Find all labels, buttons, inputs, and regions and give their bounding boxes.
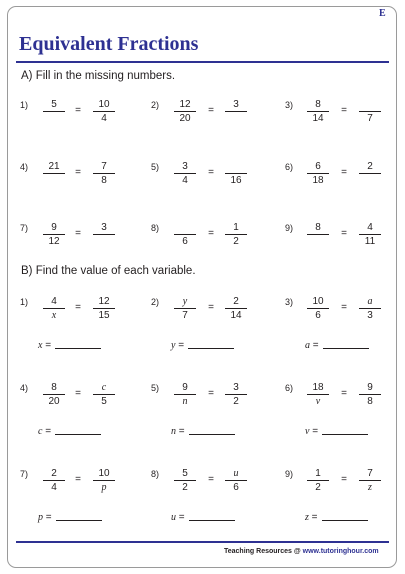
variable-label: a bbox=[305, 340, 310, 351]
right-fraction bbox=[91, 98, 117, 125]
answer-row bbox=[305, 426, 368, 438]
answer-blank[interactable] bbox=[56, 520, 102, 521]
footer-divider bbox=[16, 541, 389, 543]
problem-number: 4) bbox=[20, 162, 29, 172]
denominator: v bbox=[315, 396, 321, 407]
footer-label: Teaching Resources @ bbox=[224, 548, 303, 555]
answer-blank[interactable] bbox=[189, 434, 235, 435]
numerator: y bbox=[182, 296, 188, 307]
problem-number: 1) bbox=[20, 297, 29, 307]
footer-url: www.tutoringhour.com bbox=[302, 548, 379, 555]
numerator: 1 bbox=[233, 222, 239, 233]
denominator: 2 bbox=[182, 482, 188, 493]
right-fraction bbox=[91, 221, 117, 248]
equals-sign: = bbox=[341, 228, 347, 239]
answer-equals: = bbox=[176, 426, 185, 437]
answer-equals: = bbox=[42, 340, 52, 351]
numerator: 5 bbox=[51, 99, 57, 110]
numerator: 21 bbox=[48, 161, 60, 172]
right-fraction bbox=[223, 381, 249, 408]
problem-number: 7) bbox=[20, 223, 29, 233]
variable-label: x bbox=[38, 340, 43, 351]
right-fraction bbox=[91, 381, 117, 408]
numerator bbox=[223, 160, 249, 173]
answer-blank[interactable] bbox=[322, 520, 368, 521]
denominator bbox=[41, 174, 67, 187]
numerator: 3 bbox=[101, 222, 107, 233]
answer-equals: = bbox=[176, 512, 185, 523]
denominator: 8 bbox=[367, 396, 373, 407]
numerator: 8 bbox=[51, 382, 57, 393]
variable-label: u bbox=[171, 512, 176, 523]
page-title: Equivalent Fractions bbox=[19, 33, 199, 55]
left-fraction bbox=[41, 381, 67, 408]
problem-number: 2) bbox=[151, 100, 160, 110]
denominator: n bbox=[182, 396, 188, 407]
denominator: 15 bbox=[98, 310, 110, 321]
left-fraction bbox=[41, 221, 67, 248]
right-fraction bbox=[91, 467, 117, 494]
left-fraction bbox=[172, 381, 198, 408]
numerator: 2 bbox=[367, 161, 373, 172]
numerator: 5 bbox=[182, 468, 188, 479]
answer-blank[interactable] bbox=[188, 348, 234, 349]
equals-sign: = bbox=[208, 228, 214, 239]
variable-label: n bbox=[171, 426, 176, 437]
equals-sign: = bbox=[75, 167, 81, 178]
equals-sign: = bbox=[75, 474, 81, 485]
right-fraction bbox=[223, 160, 249, 187]
numerator: 3 bbox=[233, 382, 239, 393]
answer-row bbox=[171, 426, 235, 438]
equals-sign: = bbox=[208, 167, 214, 178]
numerator: 2 bbox=[233, 296, 239, 307]
numerator: 10 bbox=[98, 468, 110, 479]
left-fraction bbox=[172, 467, 198, 494]
problem-number: 4) bbox=[20, 383, 29, 393]
left-fraction bbox=[305, 221, 331, 248]
left-fraction bbox=[41, 98, 67, 125]
answer-blank[interactable] bbox=[55, 348, 101, 349]
numerator: 18 bbox=[312, 382, 324, 393]
denominator: 6 bbox=[233, 482, 239, 493]
denominator: 3 bbox=[367, 310, 373, 321]
right-fraction bbox=[223, 221, 249, 248]
numerator: 3 bbox=[182, 161, 188, 172]
denominator: 6 bbox=[315, 310, 321, 321]
title-divider bbox=[16, 61, 389, 63]
answer-blank[interactable] bbox=[322, 434, 368, 435]
variable-label: c bbox=[38, 426, 43, 437]
left-fraction bbox=[305, 98, 331, 125]
denominator: p bbox=[101, 482, 107, 493]
corner-label: E bbox=[379, 8, 386, 19]
denominator bbox=[41, 112, 67, 125]
denominator: 8 bbox=[101, 175, 107, 186]
denominator: z bbox=[368, 482, 372, 493]
problem-number: 8) bbox=[151, 223, 160, 233]
answer-equals: = bbox=[42, 426, 52, 437]
right-fraction bbox=[357, 160, 383, 187]
left-fraction bbox=[172, 221, 198, 248]
left-fraction bbox=[41, 295, 67, 322]
denominator: 2 bbox=[315, 482, 321, 493]
answer-blank[interactable] bbox=[323, 348, 369, 349]
problem-number: 6) bbox=[285, 383, 294, 393]
left-fraction bbox=[172, 98, 198, 125]
part-a-heading: A) Fill in the missing numbers. bbox=[21, 70, 176, 82]
numerator: 2 bbox=[51, 468, 57, 479]
denominator: 14 bbox=[312, 113, 324, 124]
denominator: 20 bbox=[48, 396, 60, 407]
right-fraction bbox=[357, 221, 383, 248]
numerator: u bbox=[233, 468, 239, 479]
denominator bbox=[357, 174, 383, 187]
equals-sign: = bbox=[208, 302, 214, 313]
numerator: 7 bbox=[367, 468, 373, 479]
answer-equals: = bbox=[175, 340, 185, 351]
right-fraction bbox=[357, 381, 383, 408]
left-fraction bbox=[172, 295, 198, 322]
denominator bbox=[223, 112, 249, 125]
problem-number: 8) bbox=[151, 469, 160, 479]
answer-equals: = bbox=[43, 512, 52, 523]
equals-sign: = bbox=[341, 105, 347, 116]
numerator: 9 bbox=[182, 382, 188, 393]
numerator: 9 bbox=[367, 382, 373, 393]
denominator: 18 bbox=[312, 175, 324, 186]
numerator bbox=[172, 221, 198, 234]
equals-sign: = bbox=[75, 105, 81, 116]
problem-number: 9) bbox=[285, 469, 294, 479]
denominator: 7 bbox=[367, 113, 373, 124]
answer-row bbox=[305, 512, 368, 524]
answer-row bbox=[171, 340, 234, 352]
numerator: 7 bbox=[101, 161, 107, 172]
denominator: 12 bbox=[48, 236, 60, 247]
part-b-heading: B) Find the value of each variable. bbox=[21, 265, 196, 277]
problem-number: 2) bbox=[151, 297, 160, 307]
problem-number: 6) bbox=[285, 162, 294, 172]
numerator: 12 bbox=[98, 296, 110, 307]
numerator: c bbox=[101, 382, 107, 393]
numerator: 9 bbox=[51, 222, 57, 233]
problem-number: 1) bbox=[20, 100, 29, 110]
equals-sign: = bbox=[341, 302, 347, 313]
numerator: 4 bbox=[51, 296, 57, 307]
left-fraction bbox=[305, 381, 331, 408]
right-fraction bbox=[91, 295, 117, 322]
right-fraction bbox=[91, 160, 117, 187]
equals-sign: = bbox=[75, 228, 81, 239]
denominator: 4 bbox=[51, 482, 57, 493]
equals-sign: = bbox=[341, 388, 347, 399]
numerator: 8 bbox=[315, 222, 321, 233]
equals-sign: = bbox=[208, 474, 214, 485]
denominator: 20 bbox=[179, 113, 191, 124]
numerator: 3 bbox=[233, 99, 239, 110]
answer-blank[interactable] bbox=[189, 520, 235, 521]
denominator: 5 bbox=[101, 396, 107, 407]
equals-sign: = bbox=[208, 388, 214, 399]
problem-number: 5) bbox=[151, 162, 160, 172]
numerator: 10 bbox=[98, 99, 110, 110]
denominator: 4 bbox=[101, 113, 107, 124]
equals-sign: = bbox=[75, 388, 81, 399]
problem-number: 5) bbox=[151, 383, 160, 393]
left-fraction bbox=[305, 160, 331, 187]
numerator: 6 bbox=[315, 161, 321, 172]
denominator: 6 bbox=[182, 236, 188, 247]
denominator: 14 bbox=[230, 310, 242, 321]
left-fraction bbox=[41, 160, 67, 187]
right-fraction bbox=[357, 98, 383, 125]
variable-label: v bbox=[305, 426, 310, 437]
answer-blank[interactable] bbox=[55, 434, 101, 435]
numerator: a bbox=[367, 296, 373, 307]
numerator: 1 bbox=[315, 468, 321, 479]
right-fraction bbox=[223, 295, 249, 322]
denominator: 4 bbox=[182, 175, 188, 186]
left-fraction bbox=[172, 160, 198, 187]
equals-sign: = bbox=[341, 474, 347, 485]
answer-equals: = bbox=[309, 426, 319, 437]
variable-label: p bbox=[38, 512, 43, 523]
denominator bbox=[91, 235, 117, 248]
answer-row bbox=[38, 426, 101, 438]
answer-row bbox=[38, 512, 102, 524]
denominator: 7 bbox=[182, 310, 188, 321]
answer-row bbox=[171, 512, 235, 524]
right-fraction bbox=[357, 467, 383, 494]
denominator: 2 bbox=[233, 236, 239, 247]
right-fraction bbox=[223, 467, 249, 494]
denominator: x bbox=[51, 310, 57, 321]
numerator bbox=[357, 98, 383, 111]
numerator: 12 bbox=[179, 99, 191, 110]
equals-sign: = bbox=[341, 167, 347, 178]
problem-number: 3) bbox=[285, 100, 294, 110]
answer-row bbox=[305, 340, 369, 352]
right-fraction bbox=[357, 295, 383, 322]
right-fraction bbox=[223, 98, 249, 125]
footer bbox=[224, 547, 379, 557]
answer-equals: = bbox=[308, 512, 318, 523]
left-fraction bbox=[305, 467, 331, 494]
denominator: 11 bbox=[364, 236, 376, 247]
numerator: 10 bbox=[312, 296, 324, 307]
answer-row bbox=[38, 340, 101, 352]
numerator: 8 bbox=[315, 99, 321, 110]
problem-number: 9) bbox=[285, 223, 294, 233]
variable-label: y bbox=[171, 340, 176, 351]
denominator bbox=[305, 235, 331, 248]
left-fraction bbox=[41, 467, 67, 494]
problem-number: 7) bbox=[20, 469, 29, 479]
problem-number: 3) bbox=[285, 297, 294, 307]
denominator: 16 bbox=[230, 175, 242, 186]
denominator: 2 bbox=[233, 396, 239, 407]
answer-equals: = bbox=[310, 340, 319, 351]
equals-sign: = bbox=[208, 105, 214, 116]
equals-sign: = bbox=[75, 302, 81, 313]
variable-label: z bbox=[305, 512, 309, 523]
numerator: 4 bbox=[367, 222, 373, 233]
left-fraction bbox=[305, 295, 331, 322]
